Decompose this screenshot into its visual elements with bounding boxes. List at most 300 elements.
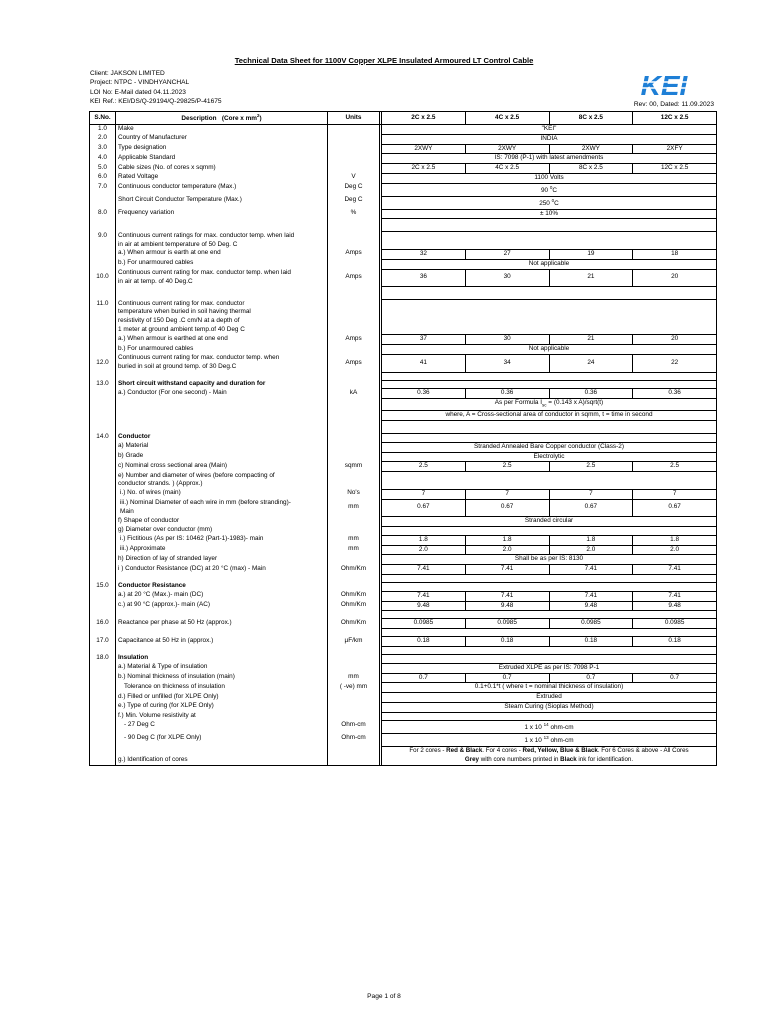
- description-cell: [116, 399, 328, 411]
- serial-number-cell: 12.0: [90, 354, 116, 372]
- value-cell: 2C x 2.5: [382, 164, 466, 174]
- value-cell: 20: [633, 335, 717, 345]
- value-cell: 21: [549, 269, 633, 287]
- header-4c: 4C x 2.5: [465, 112, 549, 125]
- column-divider: [380, 317, 382, 326]
- value-cell: 0.7: [549, 673, 633, 683]
- units-cell: Ohm-cm: [328, 721, 380, 734]
- description-cell: [116, 611, 328, 619]
- value-cell: 7.41: [382, 565, 466, 575]
- table-row: [90, 380, 717, 389]
- description-cell: h) Direction of lay of stranded layer: [116, 555, 328, 565]
- description-cell: i.) Fictitious (As per IS: 10462 (Part-1)-1983)- main: [116, 535, 328, 545]
- value-cell: 0.67: [549, 499, 633, 517]
- serial-number-cell: 3.0: [90, 144, 116, 154]
- serial-number-cell: [90, 555, 116, 565]
- table-row: [90, 442, 717, 452]
- serial-number-cell: 6.0: [90, 173, 116, 183]
- value-cell: Extruded XLPE as per IS: 7098 P-1: [382, 663, 717, 673]
- description-cell: d.) Filled or unfilled (for XLPE Only): [116, 693, 328, 703]
- serial-number-cell: 13.0: [90, 380, 116, 389]
- serial-number-cell: [90, 629, 116, 637]
- description-cell: [116, 411, 328, 421]
- description-cell: - 90 Deg C (for XLPE Only): [116, 734, 328, 747]
- table-row: [90, 196, 717, 209]
- serial-number-cell: [90, 591, 116, 601]
- description-cell: i ) Conductor Resistance (DC) at 20 °C (max) - Main: [116, 565, 328, 575]
- serial-number-cell: 15.0: [90, 582, 116, 591]
- value-cell: 7: [549, 489, 633, 499]
- units-cell: [328, 372, 380, 380]
- table-row: [90, 747, 717, 766]
- value-cell: 0.36: [382, 389, 466, 399]
- units-cell: [328, 300, 380, 309]
- value-cell: 1.8: [382, 535, 466, 545]
- table-row: [90, 209, 717, 219]
- description-cell: Applicable Standard: [116, 154, 328, 164]
- table-row: [90, 545, 717, 555]
- units-cell: Deg C: [328, 196, 380, 209]
- value-cell: Electrolytic: [382, 452, 717, 462]
- value-cell: [382, 611, 717, 619]
- units-cell: [328, 164, 380, 174]
- value-cell: 0.67: [633, 499, 717, 517]
- description-cell: resistivity of 150 Deg .C cm/N at a depth of: [116, 317, 328, 326]
- value-cell: 24: [549, 354, 633, 372]
- column-divider: [380, 308, 382, 317]
- table-row: [90, 721, 717, 734]
- value-cell: "KEI": [382, 124, 717, 134]
- value-cell: [382, 629, 717, 637]
- kei-logo: [626, 70, 702, 100]
- table-row: [90, 433, 717, 442]
- serial-number-cell: [90, 452, 116, 462]
- units-cell: No's: [328, 489, 380, 499]
- table-row: [90, 637, 717, 647]
- serial-number-cell: [90, 326, 116, 335]
- description-cell: c) Nominal cross sectional area (Main): [116, 462, 328, 472]
- table-row: [90, 565, 717, 575]
- header-sno: S.No.: [90, 112, 116, 125]
- value-cell: 2.5: [549, 462, 633, 472]
- description-cell: i.) No. of wires (main): [116, 489, 328, 499]
- table-row: [90, 399, 717, 411]
- description-cell: [116, 219, 328, 232]
- project-line: Project: NTPC - VINDHYANCHAL: [90, 79, 190, 87]
- table-header-row: [90, 112, 717, 125]
- value-cell: 9.48: [382, 601, 466, 611]
- serial-number-cell: 17.0: [90, 637, 116, 647]
- value-cell: 8C x 2.5: [549, 164, 633, 174]
- description-cell: Short Circuit Conductor Temperature (Max.): [116, 196, 328, 209]
- table-row: [90, 601, 717, 611]
- description-cell: Continuous conductor temperature (Max.): [116, 183, 328, 196]
- units-cell: [328, 654, 380, 663]
- description-cell: [116, 287, 328, 300]
- description-cell: [116, 629, 328, 637]
- description-cell: a.) Material & Type of insulation: [116, 663, 328, 673]
- value-cell: 7.41: [633, 565, 717, 575]
- serial-number-cell: [90, 420, 116, 433]
- header-units: Units: [328, 112, 380, 125]
- technical-data-table: [89, 111, 716, 766]
- table-row: [90, 489, 717, 499]
- table-row: [90, 555, 717, 565]
- serial-number-cell: 1.0: [90, 124, 116, 134]
- value-cell: Not applicable: [382, 259, 717, 269]
- value-cell: IS: 7098 (P-1) with latest amendments: [382, 154, 717, 164]
- value-cell: [382, 420, 717, 433]
- serial-number-cell: [90, 712, 116, 721]
- units-cell: [328, 472, 380, 481]
- table-row: [90, 144, 717, 154]
- value-cell: 1.8: [465, 535, 549, 545]
- units-cell: [328, 712, 380, 721]
- value-cell: 20: [633, 269, 717, 287]
- header-description: Description (Core x $mm^2$): [116, 112, 328, 125]
- serial-number-cell: [90, 646, 116, 654]
- document-meta: [90, 69, 222, 107]
- description-cell: e.) Type of curing (for XLPE Only): [116, 702, 328, 712]
- description-cell: [116, 372, 328, 380]
- description-cell: iii.) Nominal Diameter of each wire in mm (before stranding)- Main: [116, 499, 328, 517]
- table-row: [90, 591, 717, 601]
- table-row: [90, 702, 717, 712]
- description-cell: b) Grade: [116, 452, 328, 462]
- serial-number-cell: 10.0: [90, 269, 116, 287]
- value-cell: [382, 654, 717, 663]
- serial-number-cell: [90, 693, 116, 703]
- value-cell: [382, 287, 717, 300]
- serial-number-cell: 18.0: [90, 654, 116, 663]
- units-cell: [328, 611, 380, 619]
- description-cell: Reactance per phase at 50 Hz (approx.): [116, 619, 328, 629]
- reference-line: KEI Ref.: KEI/DS/Q-29194/Q-29825/P-41675: [90, 98, 222, 106]
- serial-number-cell: [90, 721, 116, 734]
- units-cell: [328, 317, 380, 326]
- value-cell: 0.0985: [382, 619, 466, 629]
- table-row: [90, 173, 717, 183]
- value-cell: 2.5: [465, 462, 549, 472]
- value-cell: Extruded: [382, 693, 717, 703]
- table-row: [90, 619, 717, 629]
- table-row: [90, 249, 717, 259]
- table-row: [90, 517, 717, 527]
- value-cell: Stranded circular: [382, 517, 717, 527]
- description-cell: Type designation: [116, 144, 328, 154]
- serial-number-cell: [90, 219, 116, 232]
- description-cell: Continuous current ratings for max. conductor temp. when laid: [116, 232, 328, 241]
- table-row: [90, 582, 717, 591]
- serial-number-cell: [90, 565, 116, 575]
- table-row: [90, 259, 717, 269]
- value-cell: 0.36: [549, 389, 633, 399]
- value-cell: 0.1+0.1*t ( where t = nominal thickness of insulation): [382, 683, 717, 693]
- header-8c: 8C x 2.5: [549, 112, 633, 125]
- units-cell: [328, 154, 380, 164]
- description-cell: Frequency variation: [116, 209, 328, 219]
- units-cell: [328, 380, 380, 389]
- value-cell: 0.0985: [465, 619, 549, 629]
- serial-number-cell: [90, 472, 116, 481]
- description-cell: Make: [116, 124, 328, 134]
- serial-number-cell: [90, 545, 116, 555]
- client-line: Client: JAKSON LIMITED: [90, 70, 165, 77]
- table-row: [90, 472, 717, 481]
- serial-number-cell: 8.0: [90, 209, 116, 219]
- value-cell: 7: [633, 489, 717, 499]
- page-number: Page 1 of 8: [367, 993, 401, 1000]
- value-cell: 0.7: [633, 673, 717, 683]
- description-cell: g.) Identification of cores: [116, 747, 328, 766]
- value-cell: 36: [382, 269, 466, 287]
- serial-number-cell: [90, 489, 116, 499]
- table-row: [90, 452, 717, 462]
- serial-number-cell: 5.0: [90, 164, 116, 174]
- description-cell: a.) Conductor (For one second) - Main: [116, 389, 328, 399]
- core-identification: For 2 cores - Red & Black. For 4 cores - Red, Yellow, Blue & Black. For 6 Cores & above - All Cores Grey with core numbers printed in Black ink for identification.: [382, 747, 717, 766]
- value-cell: 2.5: [633, 462, 717, 472]
- value-cell: 0.36: [633, 389, 717, 399]
- description-cell: [116, 646, 328, 654]
- value-cell: 7: [465, 489, 549, 499]
- value-cell: 2.0: [465, 545, 549, 555]
- value-cell: 37: [382, 335, 466, 345]
- serial-number-cell: [90, 442, 116, 452]
- serial-number-cell: [90, 535, 116, 545]
- units-cell: V: [328, 173, 380, 183]
- description-cell: e) Number and diameter of wires (before compacting of: [116, 472, 328, 481]
- units-cell: [328, 480, 380, 489]
- table-row: [90, 269, 717, 287]
- value-cell: 2XFY: [633, 144, 717, 154]
- units-cell: [328, 517, 380, 527]
- value-cell: 1100 Volts: [382, 173, 717, 183]
- value-cell: Stranded Annealed Bare Copper conductor (Class-2): [382, 442, 717, 452]
- value-cell: 90 $^0$C: [382, 183, 717, 196]
- value-cell: [382, 219, 717, 232]
- value-cell: 32: [382, 249, 466, 259]
- value-cell: 0.18: [633, 637, 717, 647]
- table-row: [90, 526, 717, 535]
- value-cell: 1.8: [549, 535, 633, 545]
- value-cell: 0.67: [382, 499, 466, 517]
- value-cell: 9.48: [465, 601, 549, 611]
- serial-number-cell: [90, 241, 116, 250]
- table-row: [90, 712, 717, 721]
- description-cell: b.) For unarmoured cables: [116, 259, 328, 269]
- value-cell: 7.41: [633, 591, 717, 601]
- description-cell: Capacitance at 50 Hz in (approx.): [116, 637, 328, 647]
- value-cell: [382, 300, 717, 335]
- serial-number-cell: [90, 308, 116, 317]
- serial-number-cell: [90, 517, 116, 527]
- document-title: Technical Data Sheet for 1100V Copper XLPE Insulated Armoured LT Control Cable: [234, 56, 534, 65]
- serial-number-cell: [90, 196, 116, 209]
- value-cell: 30: [465, 269, 549, 287]
- serial-number-cell: [90, 259, 116, 269]
- serial-number-cell: [90, 335, 116, 345]
- value-cell: 250 $^0$C: [382, 196, 717, 209]
- serial-number-cell: [90, 399, 116, 411]
- units-cell: Deg C: [328, 183, 380, 196]
- value-cell: 12C x 2.5: [633, 164, 717, 174]
- value-cell: 2.5: [382, 462, 466, 472]
- serial-number-cell: 14.0: [90, 433, 116, 442]
- table-row: [90, 154, 717, 164]
- value-cell: [382, 232, 717, 250]
- units-cell: [328, 144, 380, 154]
- units-cell: [328, 241, 380, 250]
- description-cell: a) Material: [116, 442, 328, 452]
- description-cell: g) Diameter over conductor (mm): [116, 526, 328, 535]
- value-cell: 2XWY: [465, 144, 549, 154]
- units-cell: [328, 582, 380, 591]
- units-cell: %: [328, 209, 380, 219]
- serial-number-cell: [90, 462, 116, 472]
- value-cell: 1.8: [633, 535, 717, 545]
- units-cell: [328, 629, 380, 637]
- value-cell: 41: [382, 354, 466, 372]
- description-cell: Short circuit withstand capacity and duration for: [116, 380, 328, 389]
- description-cell: b.) For unarmoured cables: [116, 345, 328, 355]
- units-cell: µF/km: [328, 637, 380, 647]
- table-row: [90, 183, 717, 196]
- value-cell: [382, 712, 717, 721]
- value-cell: [382, 526, 717, 535]
- units-cell: [328, 452, 380, 462]
- value-cell: 34: [465, 354, 549, 372]
- description-cell: c.) at 90 °C (approx.)- main (AC): [116, 601, 328, 611]
- table-row: [90, 693, 717, 703]
- table-row: [90, 232, 717, 241]
- serial-number-cell: 7.0: [90, 183, 116, 196]
- column-divider: [380, 326, 382, 335]
- serial-number-cell: 2.0: [90, 134, 116, 144]
- units-cell: [328, 287, 380, 300]
- description-cell: a.) at 20 °C (Max.)- main (DC): [116, 591, 328, 601]
- table-row: [90, 335, 717, 345]
- description-cell: temperature when buried in soil having thermal: [116, 308, 328, 317]
- serial-number-cell: [90, 683, 116, 693]
- table-row: [90, 654, 717, 663]
- value-cell: [382, 646, 717, 654]
- description-cell: a.) When armour is earth at one end: [116, 249, 328, 259]
- value-cell: 1 x 10 $^{13}$ ohm-cm: [382, 734, 717, 747]
- units-cell: Amps: [328, 249, 380, 259]
- value-cell: Steam Curing (Sioplas Method): [382, 702, 717, 712]
- value-cell: [382, 380, 717, 389]
- serial-number-cell: [90, 702, 116, 712]
- units-cell: mm: [328, 673, 380, 683]
- serial-number-cell: [90, 345, 116, 355]
- value-cell: 0.36: [465, 389, 549, 399]
- value-cell: 1 x 10 $^{14}$ ohm-cm: [382, 721, 717, 734]
- value-cell: 9.48: [633, 601, 717, 611]
- units-cell: [328, 326, 380, 335]
- description-cell: 1 meter at ground ambient temp.of 40 Deg C: [116, 326, 328, 335]
- value-cell: 9.48: [549, 601, 633, 611]
- table-row: [90, 663, 717, 673]
- description-cell: f) Shape of conductor: [116, 517, 328, 527]
- value-cell: 30: [465, 335, 549, 345]
- table-row: [90, 499, 717, 517]
- header-12c: 12C x 2.5: [633, 112, 717, 125]
- units-cell: ( -ve) mm: [328, 683, 380, 693]
- value-cell: 0.0985: [549, 619, 633, 629]
- value-cell: 0.18: [465, 637, 549, 647]
- serial-number-cell: [90, 317, 116, 326]
- value-cell: 0.67: [465, 499, 549, 517]
- units-cell: [328, 124, 380, 134]
- value-cell: [382, 582, 717, 591]
- value-cell: 7.41: [382, 591, 466, 601]
- units-cell: mm: [328, 535, 380, 545]
- serial-number-cell: [90, 411, 116, 421]
- value-cell: 19: [549, 249, 633, 259]
- serial-number-cell: 9.0: [90, 232, 116, 241]
- serial-number-cell: [90, 389, 116, 399]
- value-cell: [382, 372, 717, 380]
- table-row: [90, 300, 717, 309]
- table-row: [90, 134, 717, 144]
- serial-number-cell: [90, 526, 116, 535]
- table-row: [90, 673, 717, 683]
- serial-number-cell: [90, 249, 116, 259]
- serial-number-cell: 16.0: [90, 619, 116, 629]
- description-cell: Country of Manufacturer: [116, 134, 328, 144]
- units-cell: mm: [328, 499, 380, 517]
- table-row: [90, 734, 717, 747]
- value-cell: [382, 472, 717, 490]
- units-cell: [328, 134, 380, 144]
- column-divider: [380, 241, 382, 250]
- description-cell: iii.) Approximate: [116, 545, 328, 555]
- value-cell: 2XWY: [549, 144, 633, 154]
- units-cell: Ohm/Km: [328, 619, 380, 629]
- serial-number-cell: [90, 611, 116, 619]
- units-cell: [328, 433, 380, 442]
- serial-number-cell: [90, 372, 116, 380]
- description-cell: Continuous current rating for max. conductor: [116, 300, 328, 309]
- units-cell: Amps: [328, 354, 380, 372]
- value-cell: 7.41: [549, 591, 633, 601]
- value-cell: 18: [633, 249, 717, 259]
- description-cell: - 27 Deg C: [116, 721, 328, 734]
- units-cell: [328, 420, 380, 433]
- serial-number-cell: [90, 480, 116, 489]
- table-row: [90, 164, 717, 174]
- description-cell: a.) When armour is earthed at one end: [116, 335, 328, 345]
- description-cell: [116, 420, 328, 433]
- value-cell: ± 10%: [382, 209, 717, 219]
- description-cell: b.) Nominal thickness of insulation (main): [116, 673, 328, 683]
- value-cell: 2.0: [633, 545, 717, 555]
- table-row: [90, 683, 717, 693]
- value-cell: 2.0: [549, 545, 633, 555]
- value-cell: 2.0: [382, 545, 466, 555]
- units-cell: [328, 702, 380, 712]
- value-cell: [382, 433, 717, 442]
- description-cell: Conductor: [116, 433, 328, 442]
- value-cell: 7.41: [549, 565, 633, 575]
- description-cell: in air at ambient temperature of 50 Deg. C: [116, 241, 328, 250]
- table-row: [90, 124, 717, 134]
- units-cell: Ohm/Km: [328, 591, 380, 601]
- units-cell: [328, 574, 380, 582]
- description-cell: conductor strands. ) (Approx.): [116, 480, 328, 489]
- description-cell: Tolerance on thickness of insulation: [116, 683, 328, 693]
